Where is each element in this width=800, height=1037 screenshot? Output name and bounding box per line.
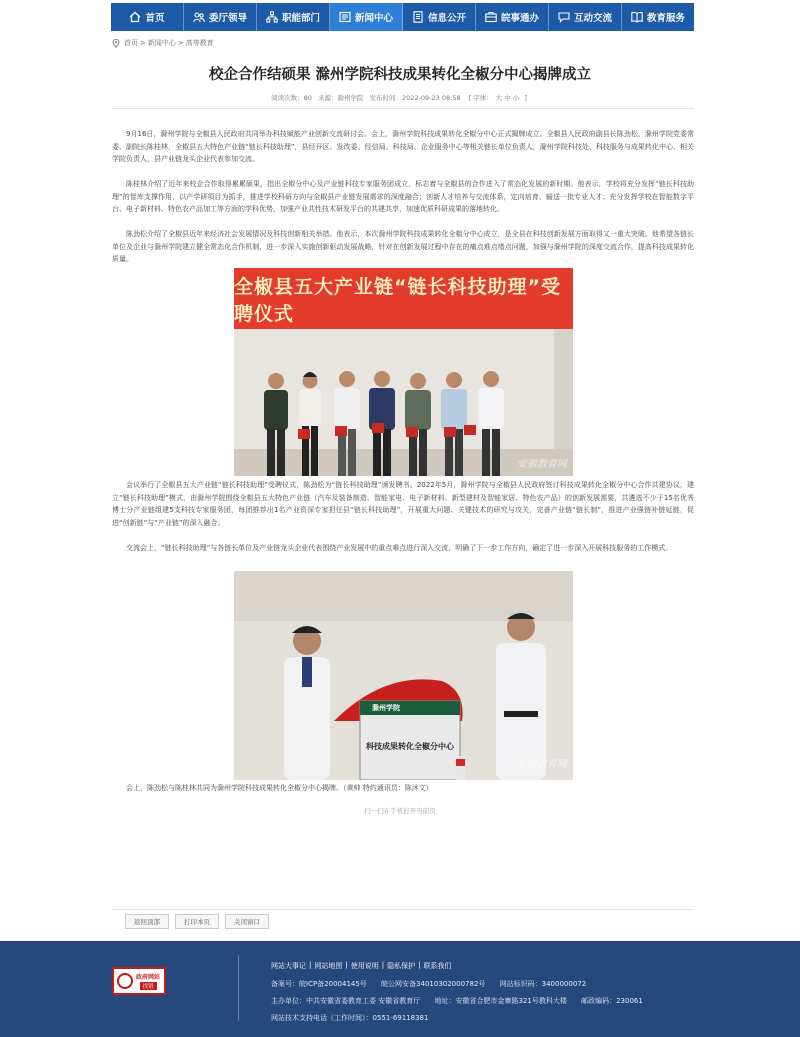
- sponsor: 主办单位：中共安徽省委教育工委 安徽省教育厅: [271, 997, 421, 1005]
- site-code: 网站标识码：3400000072: [499, 980, 587, 988]
- nav-item-departments[interactable]: [257, 3, 330, 31]
- departments-icon: [266, 11, 278, 23]
- nav-item-info[interactable]: [403, 3, 476, 31]
- photo-watermark: 安徽教育网: [517, 759, 567, 770]
- unveiling-photo: [234, 571, 573, 780]
- nav-item-service[interactable]: [476, 3, 549, 31]
- location-pin-icon: [112, 39, 120, 48]
- article-paragraph: 会上，陈劲松与陈桂林共同为滁州学院科技成果转化全椒分中心揭牌。（黄帅 特约通讯员：陈沐文）: [126, 784, 433, 792]
- article-paragraph: 会议举行了全椒县五大产业链“链长科技助理”受聘仪式，陈劲松为“链长科技助理”颁发聘书。2022年5月，滁州学院与全椒县人民政府签订科技成果转化全椒分中心合作共建协议，建立“链长科技助理”模式，由滁州学院围绕全椒县五大特色产业链（汽车及装备制造、智能家电、电子新材料、新型建材及智能家居、特色农产品）的创新发展需要，共遴选不少于15名优秀博士分产业链组建5支科技专家服务团，每团推荐出1名产业资深专家担任县“链长科技助理”，开展重大问题、关键技术的研究与攻关，完善产业链“链长制”，推进产业强链补链延链，促进“创新链”与“产业链”的深入融合。: [112, 481, 694, 527]
- view-count: 阅读次数：80: [271, 94, 312, 102]
- article-paragraph: 9月16日，滁州学院与全椒县人民政府共同举办科技赋能产业创新交流研讨会。会上，滁州学院科技成果转化全椒分中心正式揭牌成立。全椒县人民政府副县长陈劲松，滁州学院党委常委、副院长陈桂林，全椒县五大特色产业链“链长科技助理”，县经开区、发改委、经信局、科技局、企业服务中心等相关链长单位负责人，滁州学院科技处、科技服务与成果转化中心、相关学院负责人，县产业链龙头企业代表参加交流。: [112, 130, 694, 164]
- gov-site-error-badge[interactable]: [112, 967, 166, 995]
- font-size-medium[interactable]: 中: [504, 94, 511, 102]
- article-paragraph: 陈劲松介绍了全椒县近年来经济社会发展情况及科技创新相关举措。他表示，本次滁州学院科技成果转化全椒分中心成立，是全县在科技创新发展方面取得又一重大突破。他希望各链长单位及企业与滁州学院建立健全常态化合作机制，进一步深入实施创新驱动发展战略，针对在创新发展过程中存在的痛点难点堵点问题，加强与滁州学院的深度交流合作，提高科技成果转化质量。: [112, 230, 694, 264]
- address: 地址：安徽省合肥市金寨路321号教科大楼: [434, 997, 567, 1005]
- ceremony-figures: [234, 329, 573, 476]
- font-size-prefix: [ 字体：: [468, 94, 493, 102]
- nav-item-home[interactable]: [111, 3, 184, 31]
- nav-item-news[interactable]: [330, 3, 403, 31]
- breadcrumb-separator: >: [177, 39, 184, 47]
- nav-item-label: 互动交流: [573, 13, 612, 24]
- police-record: 皖公网安备34010302000782号: [381, 980, 486, 988]
- article-source: 来源：滁州学院: [317, 94, 364, 102]
- font-size-suffix: ]: [522, 94, 527, 102]
- icp-record: 备案号：皖ICP备20004145号: [271, 980, 367, 988]
- divider: [112, 108, 694, 109]
- plaque-title: 滁州学院: [372, 704, 400, 712]
- breadcrumb-news[interactable]: 新闻中心: [147, 39, 176, 47]
- nav-item-label: 信息公开: [427, 13, 466, 24]
- plaque-text: 科技成果转化全椒分中心: [366, 742, 454, 751]
- close-window-button[interactable]: 关闭窗口: [225, 914, 269, 929]
- article-meta: [0, 93, 800, 102]
- top-navigation: [0, 0, 800, 33]
- nav-item-label: 皖事通办: [500, 13, 539, 24]
- footer-link-privacy[interactable]: 隐私保护: [387, 962, 416, 970]
- badge-line1: 政府网站: [136, 974, 161, 981]
- nav-item-interaction[interactable]: [549, 3, 622, 31]
- ceremony-photo: [234, 268, 573, 476]
- service-icon: [485, 11, 497, 23]
- footer: [0, 941, 800, 1037]
- photo-watermark: 安徽教育网: [517, 459, 567, 470]
- home-icon: [129, 11, 141, 23]
- footer-record-line: [271, 979, 598, 989]
- font-size-small[interactable]: 小: [512, 94, 520, 102]
- page-title: 校企合作结硕果 滁州学院科技成果转化全椒分中心揭牌成立: [208, 67, 592, 83]
- nav-item-label: 职能部门: [281, 13, 320, 24]
- breadcrumb-higher-education[interactable]: 高等教育: [185, 39, 214, 47]
- chat-icon: [558, 11, 570, 23]
- banner-text: 全椒县五大产业链“链长科技助理”受聘仪式: [234, 275, 561, 325]
- footer-divider: [238, 955, 239, 1021]
- news-icon: [339, 11, 351, 23]
- qr-code-note: 扫一扫在手机打开当前页: [364, 807, 436, 815]
- badge-line2: 找错: [140, 982, 157, 990]
- book-icon: [631, 11, 643, 23]
- leaders-icon: [193, 11, 205, 23]
- nav-bar: [111, 3, 694, 31]
- footer-support-line: [271, 1013, 440, 1023]
- support-phone: 网站技术支持电话（工作时间）：0551-69118381: [271, 1014, 429, 1022]
- magnifier-icon: [117, 973, 133, 989]
- publish-time: 发布时间：2022-09-23 08:58: [369, 94, 461, 102]
- page-actions: [125, 914, 269, 929]
- nav-item-label: 新闻中心: [354, 13, 393, 24]
- breadcrumb-home[interactable]: 首页: [124, 39, 138, 47]
- font-size-large[interactable]: 大: [495, 94, 503, 102]
- info-icon: [412, 11, 424, 23]
- font-size-switcher: [467, 94, 529, 102]
- nav-item-education[interactable]: [622, 3, 694, 31]
- footer-link-contact[interactable]: 联系我们: [423, 962, 452, 970]
- breadcrumb-separator: >: [140, 39, 146, 47]
- back-to-top-button[interactable]: 返回顶部: [125, 914, 169, 929]
- footer-link-instructions[interactable]: 使用说明: [350, 962, 379, 970]
- nav-item-leaders[interactable]: [184, 3, 257, 31]
- footer-link-milestones[interactable]: 网站大事记: [271, 962, 306, 970]
- article-paragraph: 陈桂林介绍了近年来校企合作取得累累硕果，指出全椒分中心及产业链科技专家服务团成立，标志着与全椒县的合作进入了常态化发展的新时期。他表示，学校将充分发挥“链长科技助理”的智库支撑作用，以产学研项目为抓手，推进学校科研方向与全椒县产业链发展需求的深度融合；创新人才培养与交流体系，定向培育、输送一批专业人才；充分发挥学校在智能数字平台、电子新材料、特色农产品加工等方面的学科优势，加强产业共性技术研发平台的共建共享，加速优质科研成果的落地转化。: [112, 180, 694, 214]
- footer-link-sitemap[interactable]: 网站地图: [314, 962, 343, 970]
- article-paragraph: 交流会上，“链长科技助理”与各链长单位及产业链龙头企业代表围绕产业发展中的重点难点进行深入交流，明确了下一步工作方向，确定了进一步深入开展科技服务的工作模式。: [126, 544, 673, 552]
- footer-sponsor-line: [271, 996, 655, 1006]
- footer-links: 网站大事记 | 网站地图 | 使用说明 | 隐私保护 | 联系我们: [271, 961, 452, 970]
- print-page-button[interactable]: 打印本页: [175, 914, 219, 929]
- divider: [112, 909, 694, 910]
- nav-item-label: 首页: [145, 13, 165, 24]
- nav-item-label: 委厅领导: [208, 13, 247, 24]
- ceremony-banner: [234, 268, 573, 329]
- breadcrumb: [112, 37, 214, 49]
- nav-item-label: 教育服务: [646, 13, 685, 24]
- postcode: 邮政编码：230061: [581, 997, 643, 1005]
